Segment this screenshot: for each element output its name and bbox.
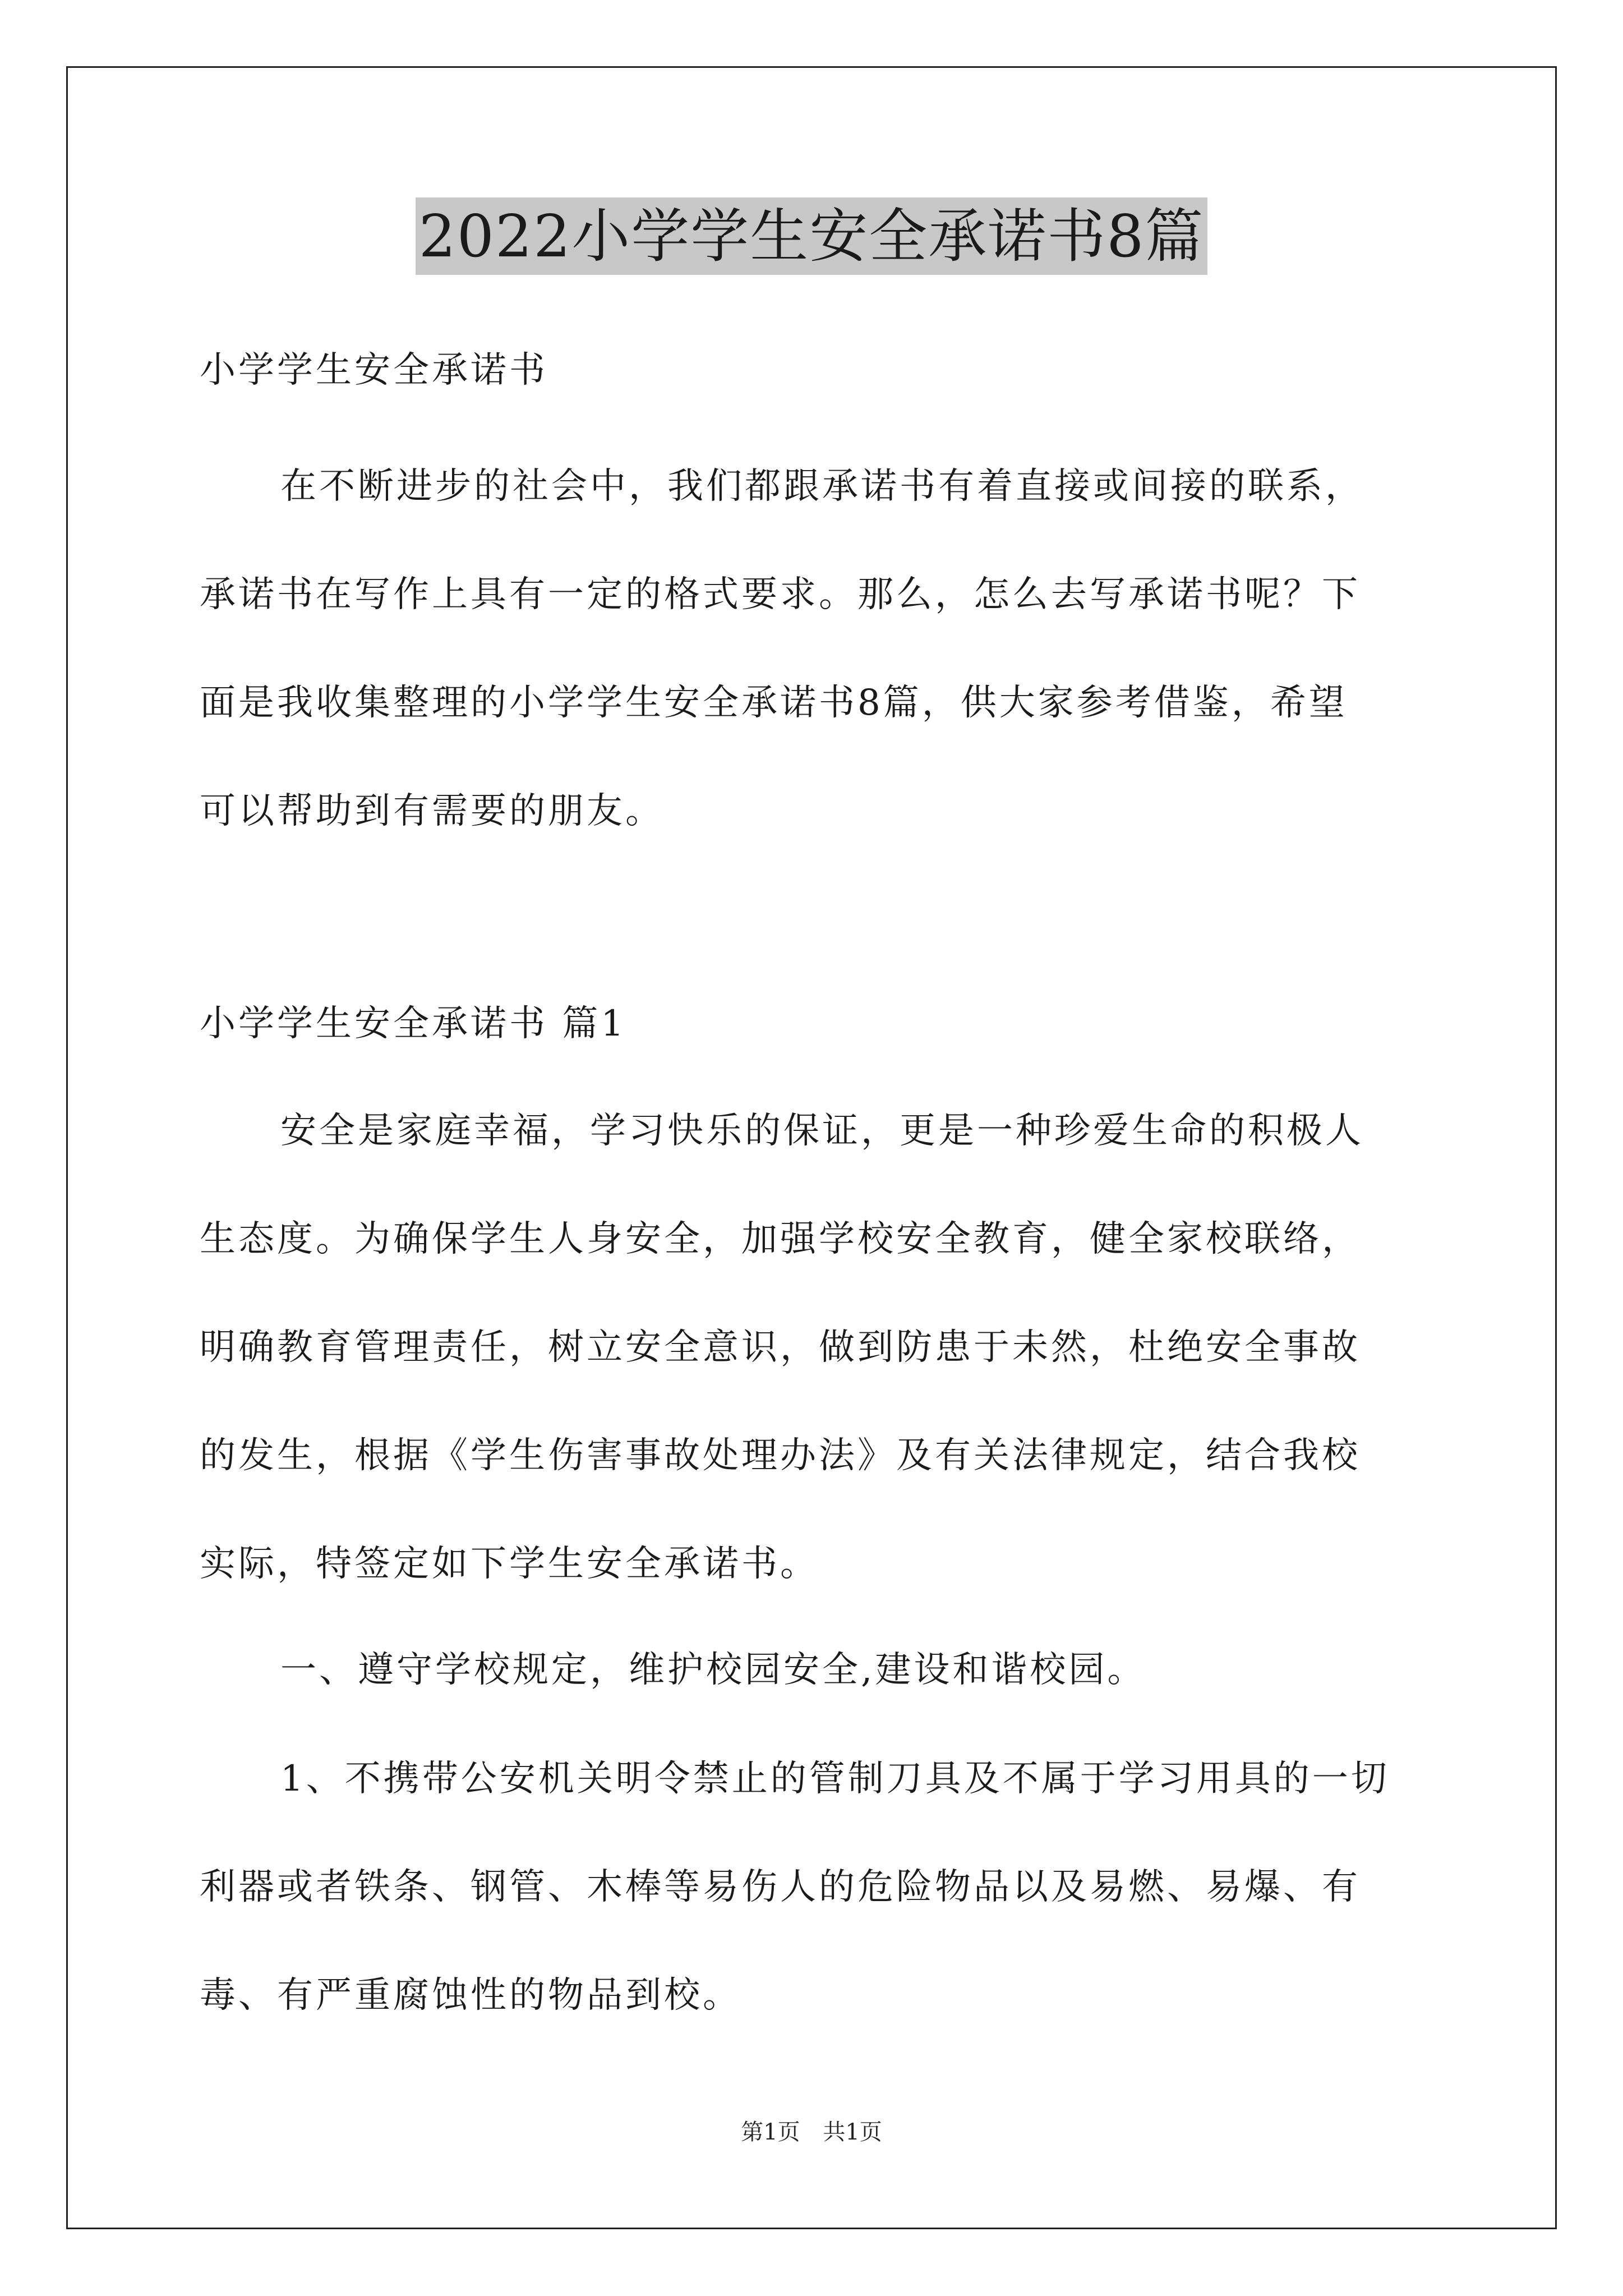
intro-line: 承诺书在写作上具有一定的格式要求。那么，怎么去写承诺书呢？下: [200, 574, 1361, 615]
paragraph-line: 实际，特签定如下学生安全承诺书。: [200, 1543, 819, 1585]
document-title: 2022小学学生安全承诺书8篇: [416, 197, 1208, 275]
item-line: 毒、有严重腐蚀性的物品到校。: [200, 1975, 741, 2016]
intro-line: 面是我收集整理的小学学生安全承诺书8篇，供大家参考借鉴，希望: [200, 682, 1348, 724]
item-line: 1、不携带公安机关明令禁止的管制刀具及不属于学习用具的一切: [280, 1758, 1390, 1800]
section-heading: 小学学生安全承诺书 篇1: [200, 1003, 627, 1045]
intro-line: 在不断进步的社会中，我们都跟承诺书有着直接或间接的联系，: [280, 466, 1364, 507]
paragraph-line: 生态度。为确保学生人身安全，加强学校安全教育，健全家校联络，: [200, 1218, 1361, 1260]
point-heading: 一、遵守学校规定，维护校园安全,建设和谐校园。: [280, 1649, 1146, 1691]
item-line: 利器或者铁条、钢管、木棒等易伤人的危险物品以及易燃、易爆、有: [200, 1866, 1361, 1908]
paragraph-line: 安全是家庭幸福，学习快乐的保证，更是一种珍爱生命的积极人: [280, 1110, 1364, 1152]
intro-line: 可以帮助到有需要的朋友。: [200, 790, 664, 832]
intro-heading: 小学学生安全承诺书: [200, 349, 548, 391]
page-number: 第1页: [741, 2119, 800, 2145]
page-total: 共1页: [823, 2119, 882, 2145]
paragraph-line: 的发生，根据《学生伤害事故处理办法》及有关法律规定，结合我校: [200, 1435, 1361, 1476]
title-container: [0, 197, 1623, 275]
page-footer: [0, 2118, 1623, 2146]
paragraph-line: 明确教育管理责任，树立安全意识，做到防患于未然，杜绝安全事故: [200, 1327, 1361, 1368]
